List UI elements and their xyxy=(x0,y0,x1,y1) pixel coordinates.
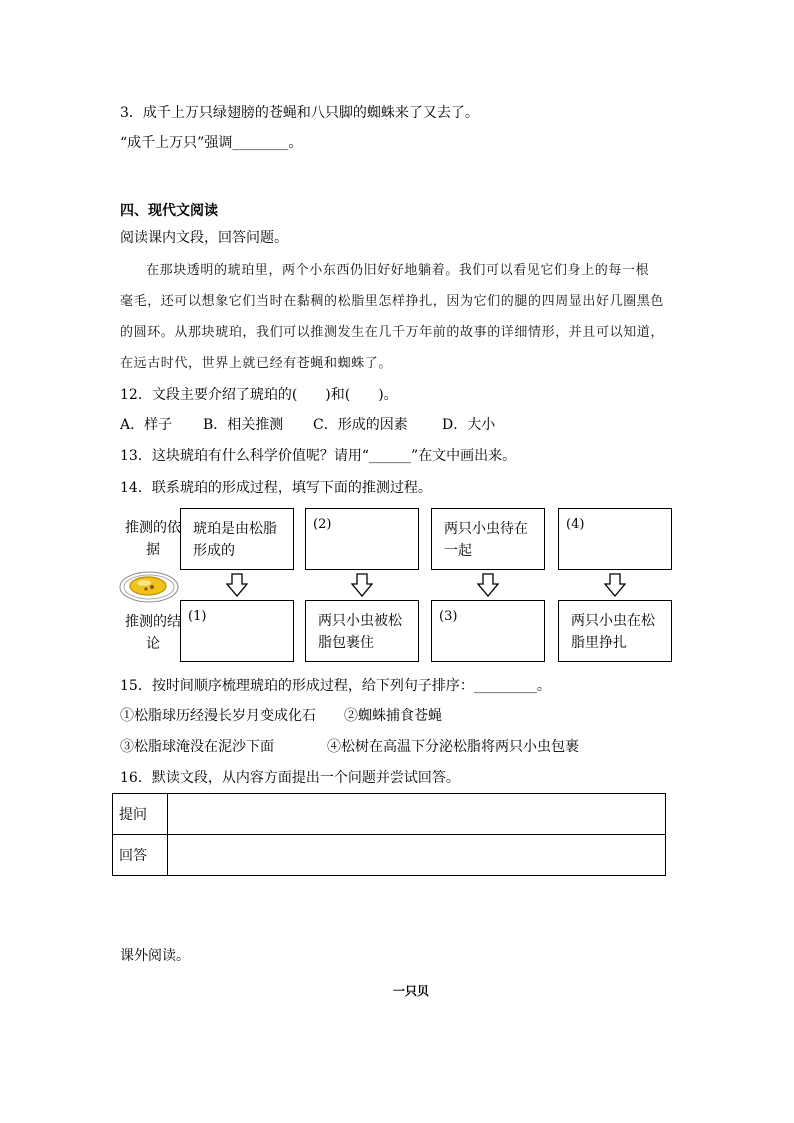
conclusion-box-3[interactable] xyxy=(431,600,545,662)
basis-box-3-text: 两只小虫待在一起 xyxy=(444,521,528,559)
q3-line2: “成千上万只”强调________。 xyxy=(120,135,303,151)
basis-box-4[interactable] xyxy=(558,508,672,570)
qa-answer-cell[interactable] xyxy=(168,835,666,876)
q12-option-a: A．样子 xyxy=(120,417,173,433)
qa-table xyxy=(112,793,666,876)
q13-text: 13．这块琥珀有什么科学价值呢？请用“______”在文中画出来。 xyxy=(120,448,517,464)
passage-line: 在那块透明的琥珀里，两个小东西仍旧好好地躺着。我们可以看见它们身上的每一根 xyxy=(146,263,650,278)
q12-option-c: C．形成的因素 xyxy=(313,417,408,433)
down-arrow-icon xyxy=(604,573,626,597)
q15-item-2: ②蜘蛛捕食苍蝇 xyxy=(344,708,442,724)
conclusion-box-2-text: 两只小虫被松脂包裹住 xyxy=(318,613,402,651)
basis-box-1 xyxy=(180,508,294,570)
qa-ask-label: 提问 xyxy=(113,794,168,835)
basis-box-1-text: 琥珀是由松脂形成的 xyxy=(193,521,277,559)
extra-reading-label: 课外阅读。 xyxy=(120,948,190,964)
basis-box-3 xyxy=(431,508,545,570)
q15-item-3: ③松脂球淹没在泥沙下面 xyxy=(120,739,274,755)
basis-box-4-number: (4) xyxy=(566,517,585,532)
qa-ask-cell[interactable] xyxy=(168,794,666,835)
q16-text: 16．默读文段，从内容方面提出一个问题并尝试回答。 xyxy=(120,770,460,786)
q14-text: 14．联系琥珀的形成过程，填写下面的推测过程。 xyxy=(120,480,432,496)
basis-box-2[interactable] xyxy=(305,508,419,570)
q12-option-d: D．大小 xyxy=(442,417,496,433)
amber-image xyxy=(118,569,180,605)
label-basis: 推测的依据 xyxy=(125,520,181,558)
conclusion-box-1-number: (1) xyxy=(188,609,207,624)
section-instruction: 阅读课内文段，回答问题。 xyxy=(120,230,288,246)
passage-line: 毫毛，还可以想象它们当时在黏稠的松脂里怎样挣扎，因为它们的腿的四周显出好几圈黑色 xyxy=(120,294,665,309)
reading-passage xyxy=(120,255,680,379)
q15-item-4: ④松树在高温下分泌松脂将两只小虫包裹 xyxy=(327,739,579,755)
conclusion-box-4 xyxy=(558,600,672,662)
passage-line: 的圆环。从那块琥珀，我们可以推测发生在几千万年前的故事的详细情形，并且可以知道， xyxy=(120,325,665,340)
qa-answer-label: 回答 xyxy=(113,835,168,876)
down-arrow-icon xyxy=(351,573,373,597)
down-arrow-icon xyxy=(477,573,499,597)
basis-box-2-number: (2) xyxy=(313,517,332,532)
q15-item-1: ①松脂球历经漫长岁月变成化石 xyxy=(120,708,316,724)
conclusion-box-2 xyxy=(305,600,419,662)
q15-text: 15．按时间顺序梳理琥珀的形成过程，给下列句子排序：_________。 xyxy=(120,678,551,694)
label-conclusion: 推测的结论 xyxy=(125,614,181,652)
down-arrow-icon xyxy=(226,573,248,597)
conclusion-box-1[interactable] xyxy=(180,600,294,662)
q12-option-b: B．相关推测 xyxy=(203,417,284,433)
story-title: 一只贝 xyxy=(393,984,430,998)
conclusion-box-4-text: 两只小虫在松脂里挣扎 xyxy=(571,613,655,651)
q3-line1: 3．成千上万只绿翅膀的苍蝇和八只脚的蜘蛛来了又去了。 xyxy=(120,105,479,121)
conclusion-box-3-number: (3) xyxy=(439,609,458,624)
section-title: 四、现代文阅读 xyxy=(120,203,218,219)
passage-line: 在远古时代，世界上就已经有苍蝇和蜘蛛了。 xyxy=(120,356,393,371)
q12-text: 12．文段主要介绍了琥珀的( )和( )。 xyxy=(120,387,398,403)
